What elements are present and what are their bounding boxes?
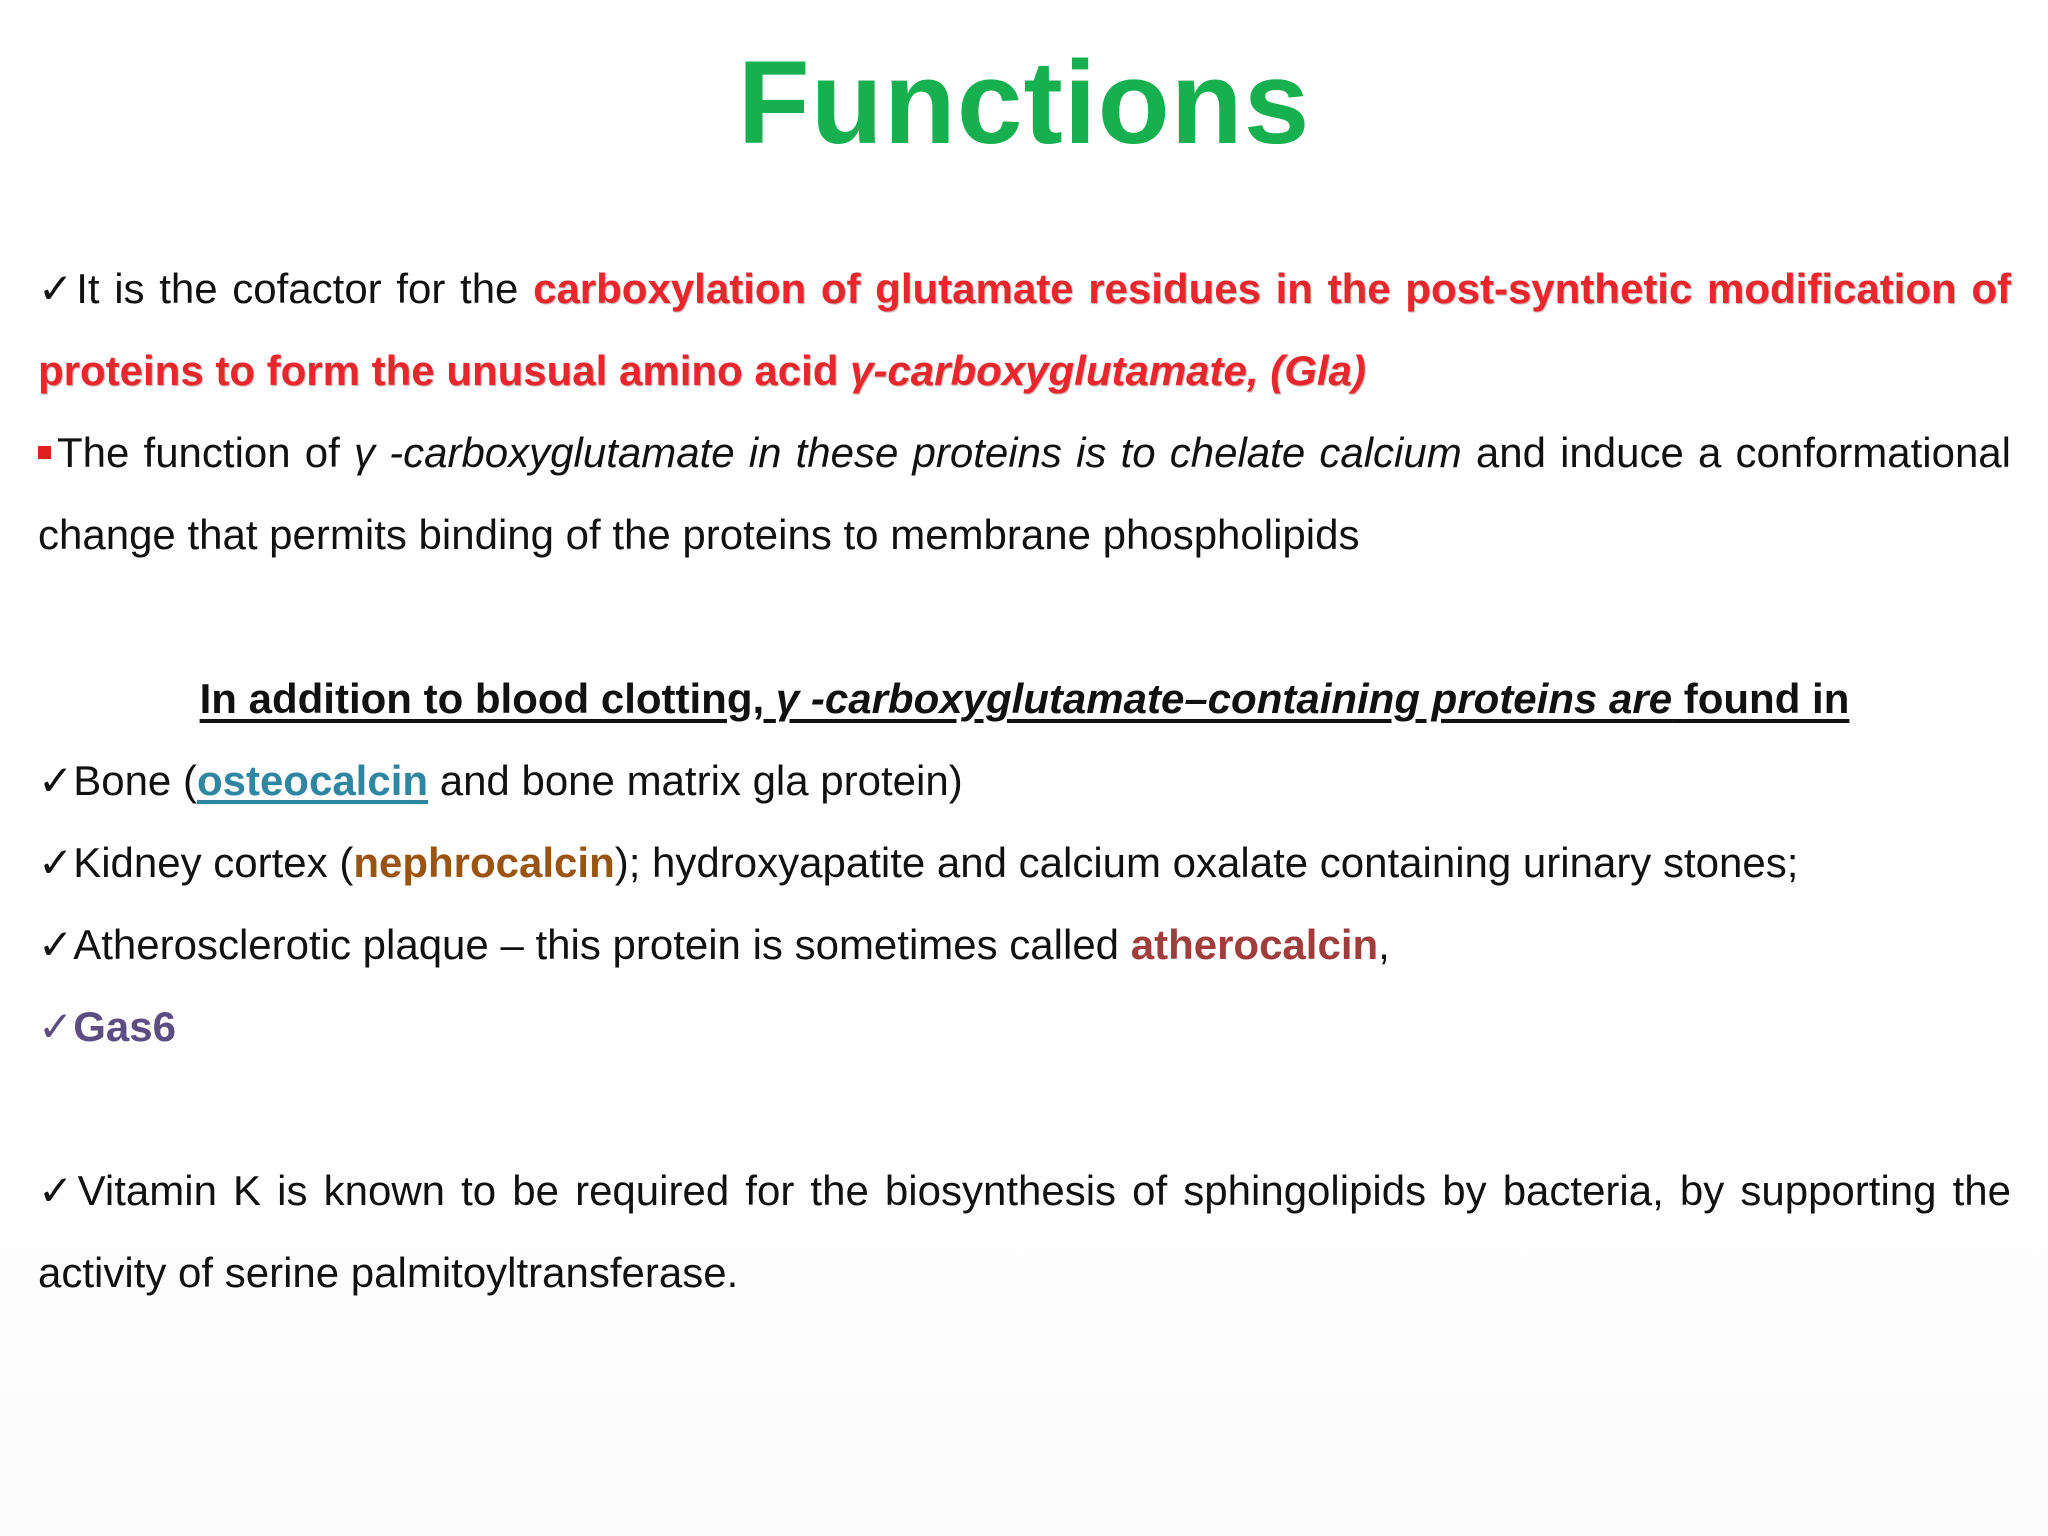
check-icon: ✓ bbox=[38, 265, 77, 312]
heading-pre: In addition to blood clotting, bbox=[199, 675, 776, 722]
found-in-heading bbox=[38, 658, 2011, 740]
check-icon: ✓ bbox=[38, 839, 74, 886]
function-paragraph bbox=[38, 412, 2011, 576]
check-icon: ✓ bbox=[38, 1003, 74, 1050]
slide-content bbox=[38, 248, 2011, 1314]
kidney-pre: Kidney cortex ( bbox=[73, 839, 354, 886]
gas6-term: Gas6 bbox=[73, 1003, 176, 1050]
athero-pre: Atherosclerotic plaque – this protein is sometimes called bbox=[73, 921, 1131, 968]
kidney-post: ); hydroxyapatite and calcium oxalate containing urinary stones; bbox=[614, 839, 1799, 886]
vitamin-k-paragraph bbox=[38, 1150, 2011, 1314]
function-italic: γ -carboxyglutamate in these proteins is to chelate calcium bbox=[353, 429, 1462, 476]
check-icon: ✓ bbox=[38, 921, 74, 968]
heading-post: found in bbox=[1672, 675, 1850, 722]
athero-post: , bbox=[1378, 921, 1390, 968]
cofactor-paragraph bbox=[38, 248, 2011, 412]
bone-post: and bone matrix gla protein) bbox=[428, 757, 963, 804]
nephrocalcin-term: nephrocalcin bbox=[353, 839, 615, 886]
vitamin-k-text: Vitamin K is known to be required for the biosynthesis of sphingolipids by bacteria, by supporting the activity of serine palmitoyltransferase. bbox=[38, 1167, 2011, 1296]
gla-term: γ-carboxyglutamate, (Gla) bbox=[850, 347, 1366, 394]
check-icon: ✓ bbox=[38, 757, 74, 804]
function-lead: The function of bbox=[57, 429, 354, 476]
heading-italic: γ -carboxyglutamate–containing proteins are bbox=[775, 675, 1673, 722]
atherocalcin-term: atherocalcin bbox=[1130, 921, 1379, 968]
osteocalcin-link[interactable]: osteocalcin bbox=[196, 757, 429, 804]
function-tail: and induce a conformational change that permits binding of the proteins to membrane phospholipids bbox=[38, 429, 2011, 558]
bone-pre: Bone ( bbox=[73, 757, 197, 804]
athero-item bbox=[38, 904, 2011, 986]
spacer bbox=[38, 576, 2011, 658]
kidney-item bbox=[38, 822, 2011, 904]
carboxylation-highlight: carboxylation of glutamate residues in the post-synthetic modification of proteins to form the unusual amino acid bbox=[38, 265, 2011, 394]
square-bullet-icon bbox=[38, 446, 51, 459]
cofactor-intro: It is the cofactor for the bbox=[76, 265, 534, 312]
spacer bbox=[38, 1068, 2011, 1150]
gas6-item bbox=[38, 986, 2011, 1068]
bone-item bbox=[38, 740, 2011, 822]
check-icon: ✓ bbox=[38, 1167, 78, 1214]
slide-title: Functions bbox=[737, 37, 1311, 169]
